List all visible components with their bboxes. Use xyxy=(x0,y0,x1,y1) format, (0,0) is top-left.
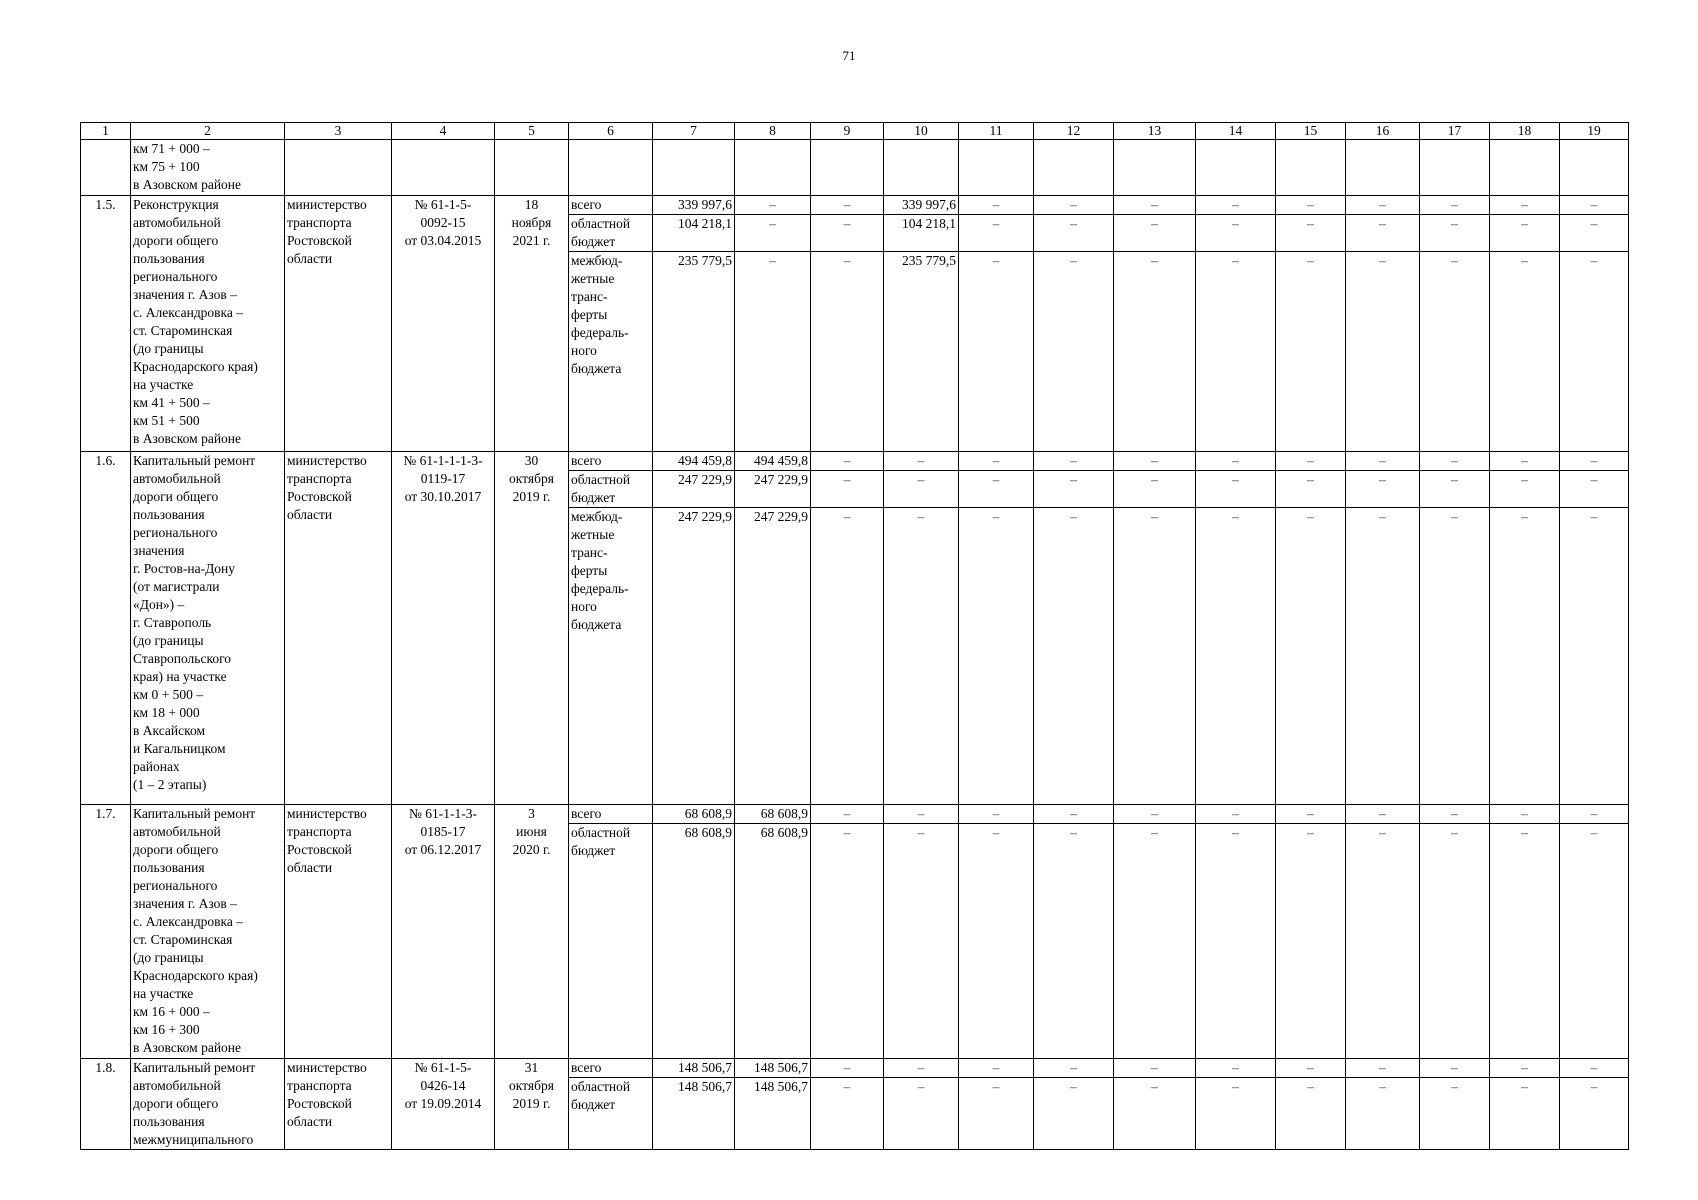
cell-value-7: 148 506,7 xyxy=(653,1059,735,1078)
header-cell: 9 xyxy=(811,123,884,140)
cell-value-10: – xyxy=(884,824,959,1059)
cell-value-9: – xyxy=(811,1059,884,1078)
funding-table xyxy=(80,122,1629,1150)
cell-funding-source: межбюд- жетные транс- ферты федераль- ного бюджета xyxy=(569,252,653,452)
cell-value-15: – xyxy=(1276,196,1346,215)
cell-object-name: Реконструкция автомобильной дороги общего пользования регионального значения г. Азов – с. Александровка – ст. Староминская (до границы Краснодарского края) на участке км 41 + 500 – км 51 + 500 в Азовском районе xyxy=(131,196,285,452)
page-number: 71 xyxy=(842,48,856,63)
cell-value-10: 104 218,1 xyxy=(884,215,959,252)
cell-value-15: – xyxy=(1276,1078,1346,1150)
cell-value-14: – xyxy=(1196,805,1276,824)
cell-value-8: 494 459,8 xyxy=(735,452,811,471)
cell-value-16: – xyxy=(1346,196,1420,215)
cell-value-11: – xyxy=(959,824,1034,1059)
cell-value-19: – xyxy=(1560,452,1629,471)
cell-value-9: – xyxy=(811,805,884,824)
cell-value-17: – xyxy=(1420,196,1490,215)
cell-document: № 61-1-5- 0426-14 от 19.09.2014 xyxy=(392,1059,495,1150)
cell-value-14: – xyxy=(1196,196,1276,215)
cell-value-9: – xyxy=(811,252,884,452)
cell-value-7: 235 779,5 xyxy=(653,252,735,452)
cell-value-9: – xyxy=(811,824,884,1059)
cell-date: 3 июня 2020 г. xyxy=(495,805,569,1059)
cell-value-8: 148 506,7 xyxy=(735,1059,811,1078)
cell-value-10: 235 779,5 xyxy=(884,252,959,452)
header-cell: 5 xyxy=(495,123,569,140)
cell-value-7: 247 229,9 xyxy=(653,471,735,508)
cell-value-17: – xyxy=(1420,252,1490,452)
cell-value-19: – xyxy=(1560,805,1629,824)
header-cell: 13 xyxy=(1114,123,1196,140)
cell-value-13: – xyxy=(1114,805,1196,824)
cell-value-16: – xyxy=(1346,252,1420,452)
cell-num xyxy=(81,140,131,196)
cell-value-15: – xyxy=(1276,805,1346,824)
cell-value-10: 339 997,6 xyxy=(884,196,959,215)
cell-value-9: – xyxy=(811,508,884,805)
cell-value-16: – xyxy=(1346,452,1420,471)
cell-document: № 61-1-5- 0092-15 от 03.04.2015 xyxy=(392,196,495,452)
cell-value-15: – xyxy=(1276,824,1346,1059)
cell-value-18: – xyxy=(1490,196,1560,215)
cell-value-14: – xyxy=(1196,1078,1276,1150)
cell-value-16: – xyxy=(1346,471,1420,508)
cell-value-17: – xyxy=(1420,452,1490,471)
cell-num: 1.5. xyxy=(81,196,131,452)
cell-value-11: – xyxy=(959,215,1034,252)
cell-value-10: – xyxy=(884,1078,959,1150)
cell-value-7: 494 459,8 xyxy=(653,452,735,471)
cell-value-11: – xyxy=(959,252,1034,452)
cell-funding-source: областной бюджет xyxy=(569,471,653,508)
cell-value-12: – xyxy=(1034,471,1114,508)
cell-value-11: – xyxy=(959,1078,1034,1150)
cell-value-17: – xyxy=(1420,824,1490,1059)
cell-value-12: – xyxy=(1034,824,1114,1059)
cell-value-12: – xyxy=(1034,215,1114,252)
header-cell: 14 xyxy=(1196,123,1276,140)
cell-value-19: – xyxy=(1560,508,1629,805)
cell-funding-source: областной бюджет xyxy=(569,824,653,1059)
cell-value-11: – xyxy=(959,508,1034,805)
cell-value-17: – xyxy=(1420,508,1490,805)
cell-ministry: министерство транспорта Ростовской области xyxy=(285,1059,392,1150)
cell-value-9: – xyxy=(811,1078,884,1150)
cell-num: 1.7. xyxy=(81,805,131,1059)
cell-value-12: – xyxy=(1034,452,1114,471)
cell-object-name: Капитальный ремонт автомобильной дороги общего пользования регионального значения г. Ростов-на-Дону (от магистрали «Дон») – г. Ставрополь (до границы Ставропольского края) на участке км 0 + 500 – км 18 + 000 в Аксайском и Кагальницком районах (1 – 2 этапы) xyxy=(131,452,285,805)
cell-value-15: – xyxy=(1276,508,1346,805)
table-body xyxy=(81,123,1629,1150)
cell-value-11: – xyxy=(959,471,1034,508)
cell-value-19: – xyxy=(1560,196,1629,215)
cell-value-13: – xyxy=(1114,1059,1196,1078)
cell-value-12: – xyxy=(1034,1078,1114,1150)
header-row xyxy=(81,123,1629,140)
cell-value-8: 148 506,7 xyxy=(735,1078,811,1150)
cell-funding-source: межбюд- жетные транс- ферты федераль- ного бюджета xyxy=(569,508,653,805)
cell-value-16: – xyxy=(1346,824,1420,1059)
cell-value-10: – xyxy=(884,508,959,805)
cell-value-14: – xyxy=(1196,508,1276,805)
header-cell: 3 xyxy=(285,123,392,140)
cell-value-15: – xyxy=(1276,215,1346,252)
cell-date: 30 октября 2019 г. xyxy=(495,452,569,805)
cell-value-18: – xyxy=(1490,1059,1560,1078)
cell-value-19: – xyxy=(1560,1078,1629,1150)
cell-value-7: 148 506,7 xyxy=(653,1078,735,1150)
cell-value-7: 104 218,1 xyxy=(653,215,735,252)
cell-value-11: – xyxy=(959,452,1034,471)
cell-value-9: – xyxy=(811,452,884,471)
cell-value-7: 68 608,9 xyxy=(653,805,735,824)
cell-value-10: – xyxy=(884,471,959,508)
cell-object-name: км 71 + 000 – км 75 + 100 в Азовском районе xyxy=(131,140,285,196)
cell-value-17: – xyxy=(1420,471,1490,508)
cell-ministry: министерство транспорта Ростовской области xyxy=(285,805,392,1059)
cell-value-8: – xyxy=(735,252,811,452)
cell-object-name: Капитальный ремонт автомобильной дороги общего пользования межмуниципального xyxy=(131,1059,285,1150)
cell-value-16: – xyxy=(1346,805,1420,824)
cell-value-12: – xyxy=(1034,508,1114,805)
cell-value-13: – xyxy=(1114,471,1196,508)
cell-value-10: – xyxy=(884,1059,959,1078)
cell-value-18: – xyxy=(1490,215,1560,252)
cell-value-9: – xyxy=(811,196,884,215)
cell-value-18: – xyxy=(1490,252,1560,452)
cell-value-8: – xyxy=(735,196,811,215)
cell-value-7: 68 608,9 xyxy=(653,824,735,1059)
cell-value-18: – xyxy=(1490,508,1560,805)
cell-value-17: – xyxy=(1420,1059,1490,1078)
cell-value-19: – xyxy=(1560,471,1629,508)
cell-value-18: – xyxy=(1490,471,1560,508)
header-cell: 8 xyxy=(735,123,811,140)
cell-value-8: 247 229,9 xyxy=(735,471,811,508)
cell-object-name: Капитальный ремонт автомобильной дороги общего пользования регионального значения г. Азов – с. Александровка – ст. Староминская (до границы Краснодарского края) на участке км 16 + 000 – км 16 + 300 в Азовском районе xyxy=(131,805,285,1059)
cell-value-19: – xyxy=(1560,252,1629,452)
cell-value-15: – xyxy=(1276,452,1346,471)
cell-date: 18 ноября 2021 г. xyxy=(495,196,569,452)
cell-document: № 61-1-1-1-3- 0119-17 от 30.10.2017 xyxy=(392,452,495,805)
cell-value-18: – xyxy=(1490,824,1560,1059)
cell-value-13: – xyxy=(1114,452,1196,471)
header-cell: 2 xyxy=(131,123,285,140)
cell-value-16: – xyxy=(1346,1078,1420,1150)
cell-value-13: – xyxy=(1114,508,1196,805)
cell-funding-source: областной бюджет xyxy=(569,215,653,252)
cell-value-10: – xyxy=(884,452,959,471)
cell-value-7: 247 229,9 xyxy=(653,508,735,805)
cell-value-14: – xyxy=(1196,824,1276,1059)
cell-value-7: 339 997,6 xyxy=(653,196,735,215)
cell-value-19: – xyxy=(1560,1059,1629,1078)
header-cell: 17 xyxy=(1420,123,1490,140)
cell-funding-source: всего xyxy=(569,805,653,824)
cell-value-19: – xyxy=(1560,824,1629,1059)
cell-value-12: – xyxy=(1034,1059,1114,1078)
header-cell: 18 xyxy=(1490,123,1560,140)
cell-value-14: – xyxy=(1196,1059,1276,1078)
header-cell: 10 xyxy=(884,123,959,140)
cell-value-11: – xyxy=(959,196,1034,215)
cell-value-14: – xyxy=(1196,215,1276,252)
cell-value-13: – xyxy=(1114,252,1196,452)
cell-funding-source: всего xyxy=(569,1059,653,1078)
cell-funding-source: областной бюджет xyxy=(569,1078,653,1150)
cell-value-8: 247 229,9 xyxy=(735,508,811,805)
cell-value-13: – xyxy=(1114,196,1196,215)
header-cell: 12 xyxy=(1034,123,1114,140)
cell-value-18: – xyxy=(1490,1078,1560,1150)
cell-value-13: – xyxy=(1114,215,1196,252)
header-cell: 6 xyxy=(569,123,653,140)
cell-value-13: – xyxy=(1114,824,1196,1059)
header-cell: 1 xyxy=(81,123,131,140)
header-cell: 19 xyxy=(1560,123,1629,140)
cell-value-13: – xyxy=(1114,1078,1196,1150)
cell-value-15: – xyxy=(1276,471,1346,508)
cell-num: 1.8. xyxy=(81,1059,131,1150)
header-cell: 4 xyxy=(392,123,495,140)
cell-value-10: – xyxy=(884,805,959,824)
table-row xyxy=(81,1059,1629,1078)
cell-value-18: – xyxy=(1490,452,1560,471)
cell-value-11: – xyxy=(959,1059,1034,1078)
cell-value-14: – xyxy=(1196,452,1276,471)
cell-value-17: – xyxy=(1420,215,1490,252)
cell-value-12: – xyxy=(1034,196,1114,215)
cell-value-18: – xyxy=(1490,805,1560,824)
cell-value-14: – xyxy=(1196,471,1276,508)
cell-value-8: 68 608,9 xyxy=(735,805,811,824)
cell-value-15: – xyxy=(1276,1059,1346,1078)
cell-value-8: 68 608,9 xyxy=(735,824,811,1059)
cell-value-12: – xyxy=(1034,252,1114,452)
table-row xyxy=(81,805,1629,824)
cell-value-16: – xyxy=(1346,508,1420,805)
header-cell: 16 xyxy=(1346,123,1420,140)
cell-value-9: – xyxy=(811,471,884,508)
cell-value-17: – xyxy=(1420,1078,1490,1150)
cell-document: № 61-1-1-3- 0185-17 от 06.12.2017 xyxy=(392,805,495,1059)
cell-value-9: – xyxy=(811,215,884,252)
cell-value-17: – xyxy=(1420,805,1490,824)
header-cell: 11 xyxy=(959,123,1034,140)
cell-value-16: – xyxy=(1346,1059,1420,1078)
cell-value-16: – xyxy=(1346,215,1420,252)
cell-value-19: – xyxy=(1560,215,1629,252)
cell-ministry: министерство транспорта Ростовской области xyxy=(285,196,392,452)
cell-value-11: – xyxy=(959,805,1034,824)
cell-value-15: – xyxy=(1276,252,1346,452)
table-row xyxy=(81,196,1629,215)
header-cell: 15 xyxy=(1276,123,1346,140)
cell-funding-source: всего xyxy=(569,452,653,471)
cell-value-14: – xyxy=(1196,252,1276,452)
table-row xyxy=(81,452,1629,471)
cell-num: 1.6. xyxy=(81,452,131,805)
cell-date: 31 октября 2019 г. xyxy=(495,1059,569,1150)
cell-value-12: – xyxy=(1034,805,1114,824)
header-cell: 7 xyxy=(653,123,735,140)
cell-value-8: – xyxy=(735,215,811,252)
continuation-row xyxy=(81,140,1629,196)
cell-funding-source: всего xyxy=(569,196,653,215)
cell-ministry: министерство транспорта Ростовской области xyxy=(285,452,392,805)
